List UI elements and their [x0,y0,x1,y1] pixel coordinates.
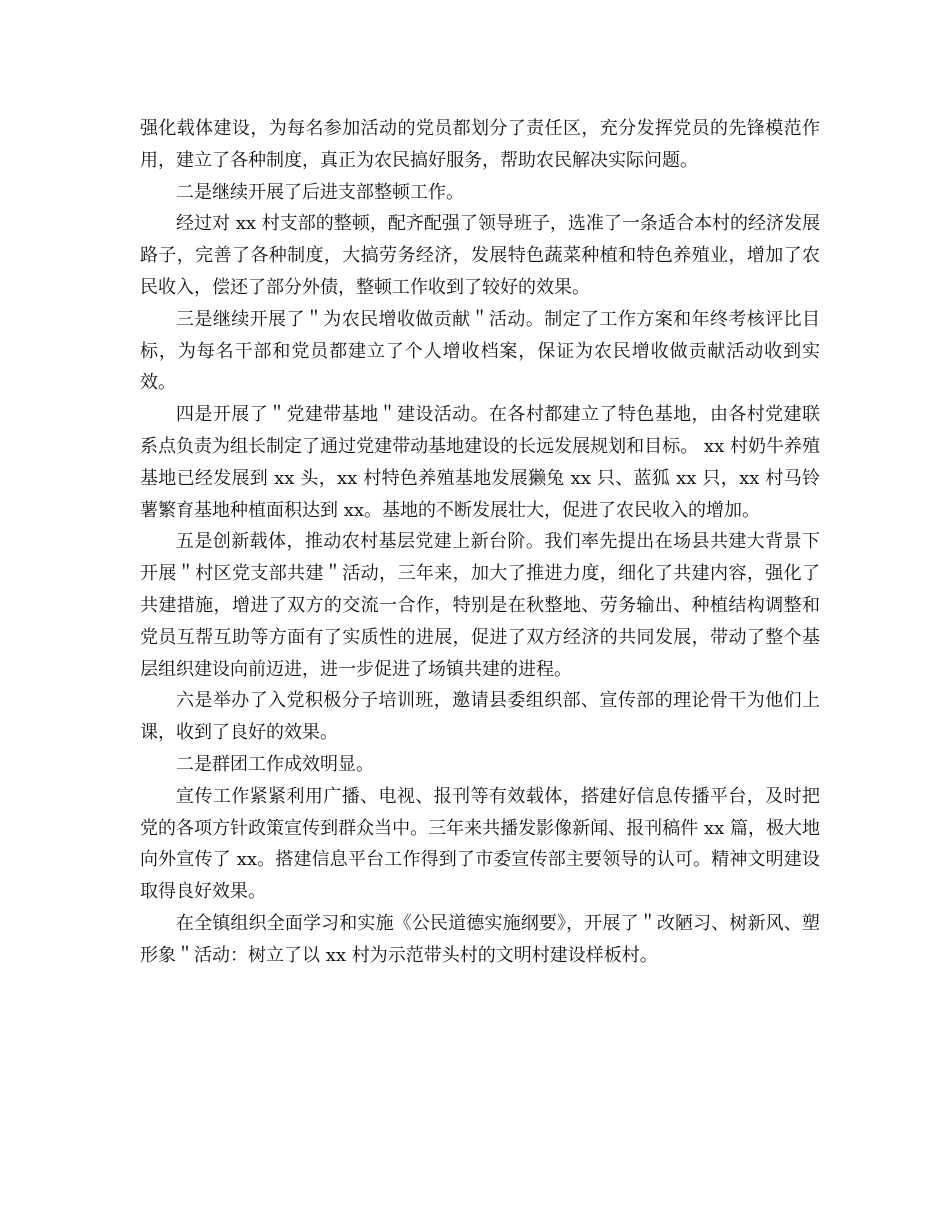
paragraph-8: 二是群团工作成效明显。 [176,753,374,775]
document-page [140,113,820,972]
paragraph-10: 在全镇组织全面学习和实施《公民道德实施纲要》，开展了＂改陋习、树新风、塑形象＂活动：树立了以 xx 村为示范带头村的文明村建设样板村。 [140,912,820,966]
paragraph-2: 二是继续开展了后进支部整顿工作。 [176,181,464,203]
paragraph-9: 宣传工作紧紧利用广播、电视、报刊等有效载体，搭建好信息传播平台，及时把党的各项方针政策宣传到群众当中。三年来共播发影像新闻、报刊稿件 xx 篇，极大地向外宣传了 xx。搭建信息平台工作得到了市委宣传部主要领导的认可。精神文明建设取得良好效果。 [140,785,820,903]
paragraph-1: 强化载体建设，为每名参加活动的党员都划分了责任区，充分发挥党员的先锋模范作用，建立了各种制度，真正为农民搞好服务，帮助农民解决实际问题。 [140,118,820,171]
paragraph-3: 经过对 xx 村支部的整顿，配齐配强了领导班子，选准了一条适合本村的经济发展路子，完善了各种制度，大搞劳务经济，发展特色蔬菜种植和特色养殖业，增加了农民收入，偿还了部分外债，整顿工作收到了较好的效果。 [140,213,820,298]
paragraph-4: 三是继续开展了＂为农民增收做贡献＂活动。制定了工作方案和年终考核评比目标，为每名干部和党员都建立了个人增收档案，保证为农民增收做贡献活动收到实效。 [140,308,820,394]
paragraph-5: 四是开展了＂党建带基地＂建设活动。在各村都建立了特色基地，由各村党建联系点负责为组长制定了通过党建带动基地建设的长远发展规划和目标。 xx 村奶牛养殖基地已经发展到 xx 头，xx 村特色养殖基地发展獭兔 xx 只、蓝狐 xx 只，xx 村马铃薯繁育基地种植面积达到 xx。基地的不断发展壮大，促进了农民收入的增加。 [140,404,820,521]
paragraph-6: 五是创新载体，推动农村基层党建上新台阶。我们率先提出在场县共建大背景下开展＂村区党支部共建＂活动，三年来，加大了推进力度，细化了共建内容，强化了共建措施，增进了双方的交流一合作，特别是在秋整地、劳务输出、种植结构调整和党员互帮互助等方面有了实质性的进展，促进了双方经济的共同发展，带动了整个基层组织建设向前迈进，进一步促进了场镇共建的进程。 [140,531,820,680]
paragraph-7: 六是举办了入党积极分子培训班，邀请县委组织部、宣传部的理论骨干为他们上课，收到了良好的效果。 [140,690,820,744]
